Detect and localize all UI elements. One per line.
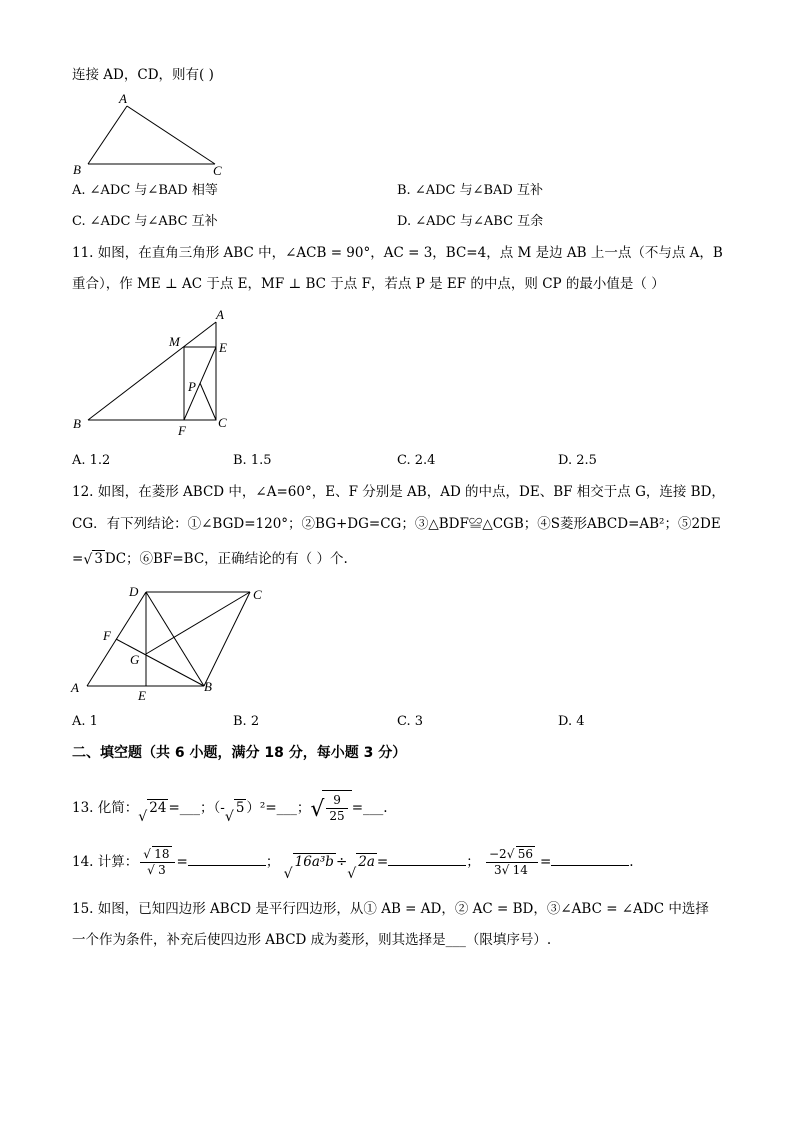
q13-line (72, 790, 388, 824)
q15-line-2: 一个作为条件，补充后使四边形 ABCD 成为菱形，则其选择是___（限填序号）. (72, 932, 552, 948)
q10-label-c: C (213, 163, 222, 178)
q11-label-f: F (178, 423, 186, 438)
q14-end: . (629, 854, 634, 870)
q12-line-1: 12. 如图，在菱形 ABCD 中，∠A=60°，E、F 分别是 AB，AD 的中点，DE、BF 相交于点 G，连接 BD， (72, 484, 725, 500)
q13-sqrt-24: √ 24 (138, 800, 167, 825)
q10-label-b: B (73, 162, 81, 177)
q10-stem: 连接 AD，CD，则有( ) (72, 67, 214, 83)
q11-label-p: P (188, 379, 196, 394)
q11-option-d: D. 2.5 (558, 453, 597, 468)
q15-line-1: 15. 如图，已知四边形 ABCD 是平行四边形，从① AB = AD，② AC = BD，③∠ABC = ∠ADC 中选择 (72, 901, 709, 917)
q11-label-a: A (216, 307, 224, 322)
q11-option-c: C. 2.4 (397, 453, 436, 468)
q11-line-1: 11. 如图，在直角三角形 ABC 中，∠ACB = 90°，AC = 3，BC=4，点 M 是边 AB 上一点（不与点 A，B (72, 245, 723, 261)
q12-label-g: G (130, 652, 140, 667)
q14-line (72, 842, 634, 882)
q14-div: ÷ (335, 854, 348, 870)
q13-eq2: ）²=___； (246, 800, 311, 816)
q10-option-d: D. ∠ADC 与∠ABC 互余 (397, 214, 544, 229)
q14-eq-2: = (376, 854, 389, 870)
q12-label-e: E (138, 688, 146, 703)
q14-eq-3: = (539, 854, 552, 870)
q13-fraction: $\frac{9}{25}$ (326, 793, 347, 824)
q13-eq3: =___. (351, 800, 388, 816)
q14-sep-1: ； (265, 854, 280, 870)
q11-option-b: B. 1.5 (233, 453, 272, 468)
q11-line-2: 重合），作 ME ⊥ AC 于点 E，MF ⊥ BC 于点 F，若点 P 是 EF 的中点，则 CP 的最小值是（ ） (72, 276, 665, 292)
q12-sqrt-3: √ 3 (83, 551, 103, 568)
q12-option-a: A. 1 (72, 714, 98, 729)
q14-blank-2[interactable] (388, 853, 466, 866)
q12-line-3-prefix: = (72, 551, 84, 567)
q10-option-c: C. ∠ADC 与∠ABC 互补 (72, 214, 218, 229)
q14-sqrt-16a3b: √ 16a³b (283, 854, 334, 882)
q14-prefix: 14. 计算： (72, 854, 139, 870)
q14-fraction-1: √ 18 √ 3 (140, 847, 174, 878)
q10-triangle-figure (70, 88, 230, 180)
q10-option-a: A. ∠ADC 与∠BAD 相等 (72, 183, 218, 198)
q12-line-3-suffix: DC；⑥BF=BC，正确结论的有（ ）个. (104, 551, 348, 567)
q12-label-b: B (204, 679, 212, 694)
q14-fraction-3: −2 √ 56 3 √ 14 (486, 847, 538, 878)
q12-line-3 (72, 550, 348, 568)
q12-option-d: D. 4 (558, 714, 585, 729)
q12-option-b: B. 2 (233, 714, 260, 729)
q13-eq1: =___；（- (168, 800, 225, 816)
q11-label-e: E (219, 340, 227, 355)
q11-label-c: C (218, 415, 227, 430)
q13-sqrt-5: √ 5 (224, 800, 245, 825)
q12-label-c: C (253, 587, 262, 602)
q12-rhombus-figure (68, 582, 278, 704)
q14-blank-1[interactable] (188, 853, 266, 866)
q12-line-2: CG．有下列结论：①∠BGD=120°；②BG+DG=CG；③△BDF≌△CGB；④S菱形ABCD=AB²；⑤2DE (72, 516, 721, 532)
q14-eq-1: = (176, 854, 188, 870)
q14-blank-3[interactable] (551, 853, 629, 866)
q11-label-b: B (73, 416, 81, 431)
q14-sqrt-2a: √ 2a (347, 854, 375, 882)
q10-option-b: B. ∠ADC 与∠BAD 互补 (397, 183, 543, 198)
q12-label-f: F (103, 628, 111, 643)
q13-sqrt-frac: √ $\frac{9}{25}$ (310, 790, 351, 825)
q14-sep-2: ； (466, 854, 480, 870)
q12-label-a: A (71, 680, 79, 695)
q13-prefix: 13. 化简： (72, 800, 139, 816)
q10-label-a: A (119, 91, 127, 106)
q12-label-d: D (129, 584, 139, 599)
q11-option-a: A. 1.2 (72, 453, 111, 468)
q11-right-triangle-figure (70, 304, 245, 440)
section-fill-in-title: 二、填空题（共 6 小题，满分 18 分，每小题 3 分） (72, 745, 407, 761)
q12-option-c: C. 3 (397, 714, 424, 729)
q11-label-m: M (169, 334, 180, 349)
